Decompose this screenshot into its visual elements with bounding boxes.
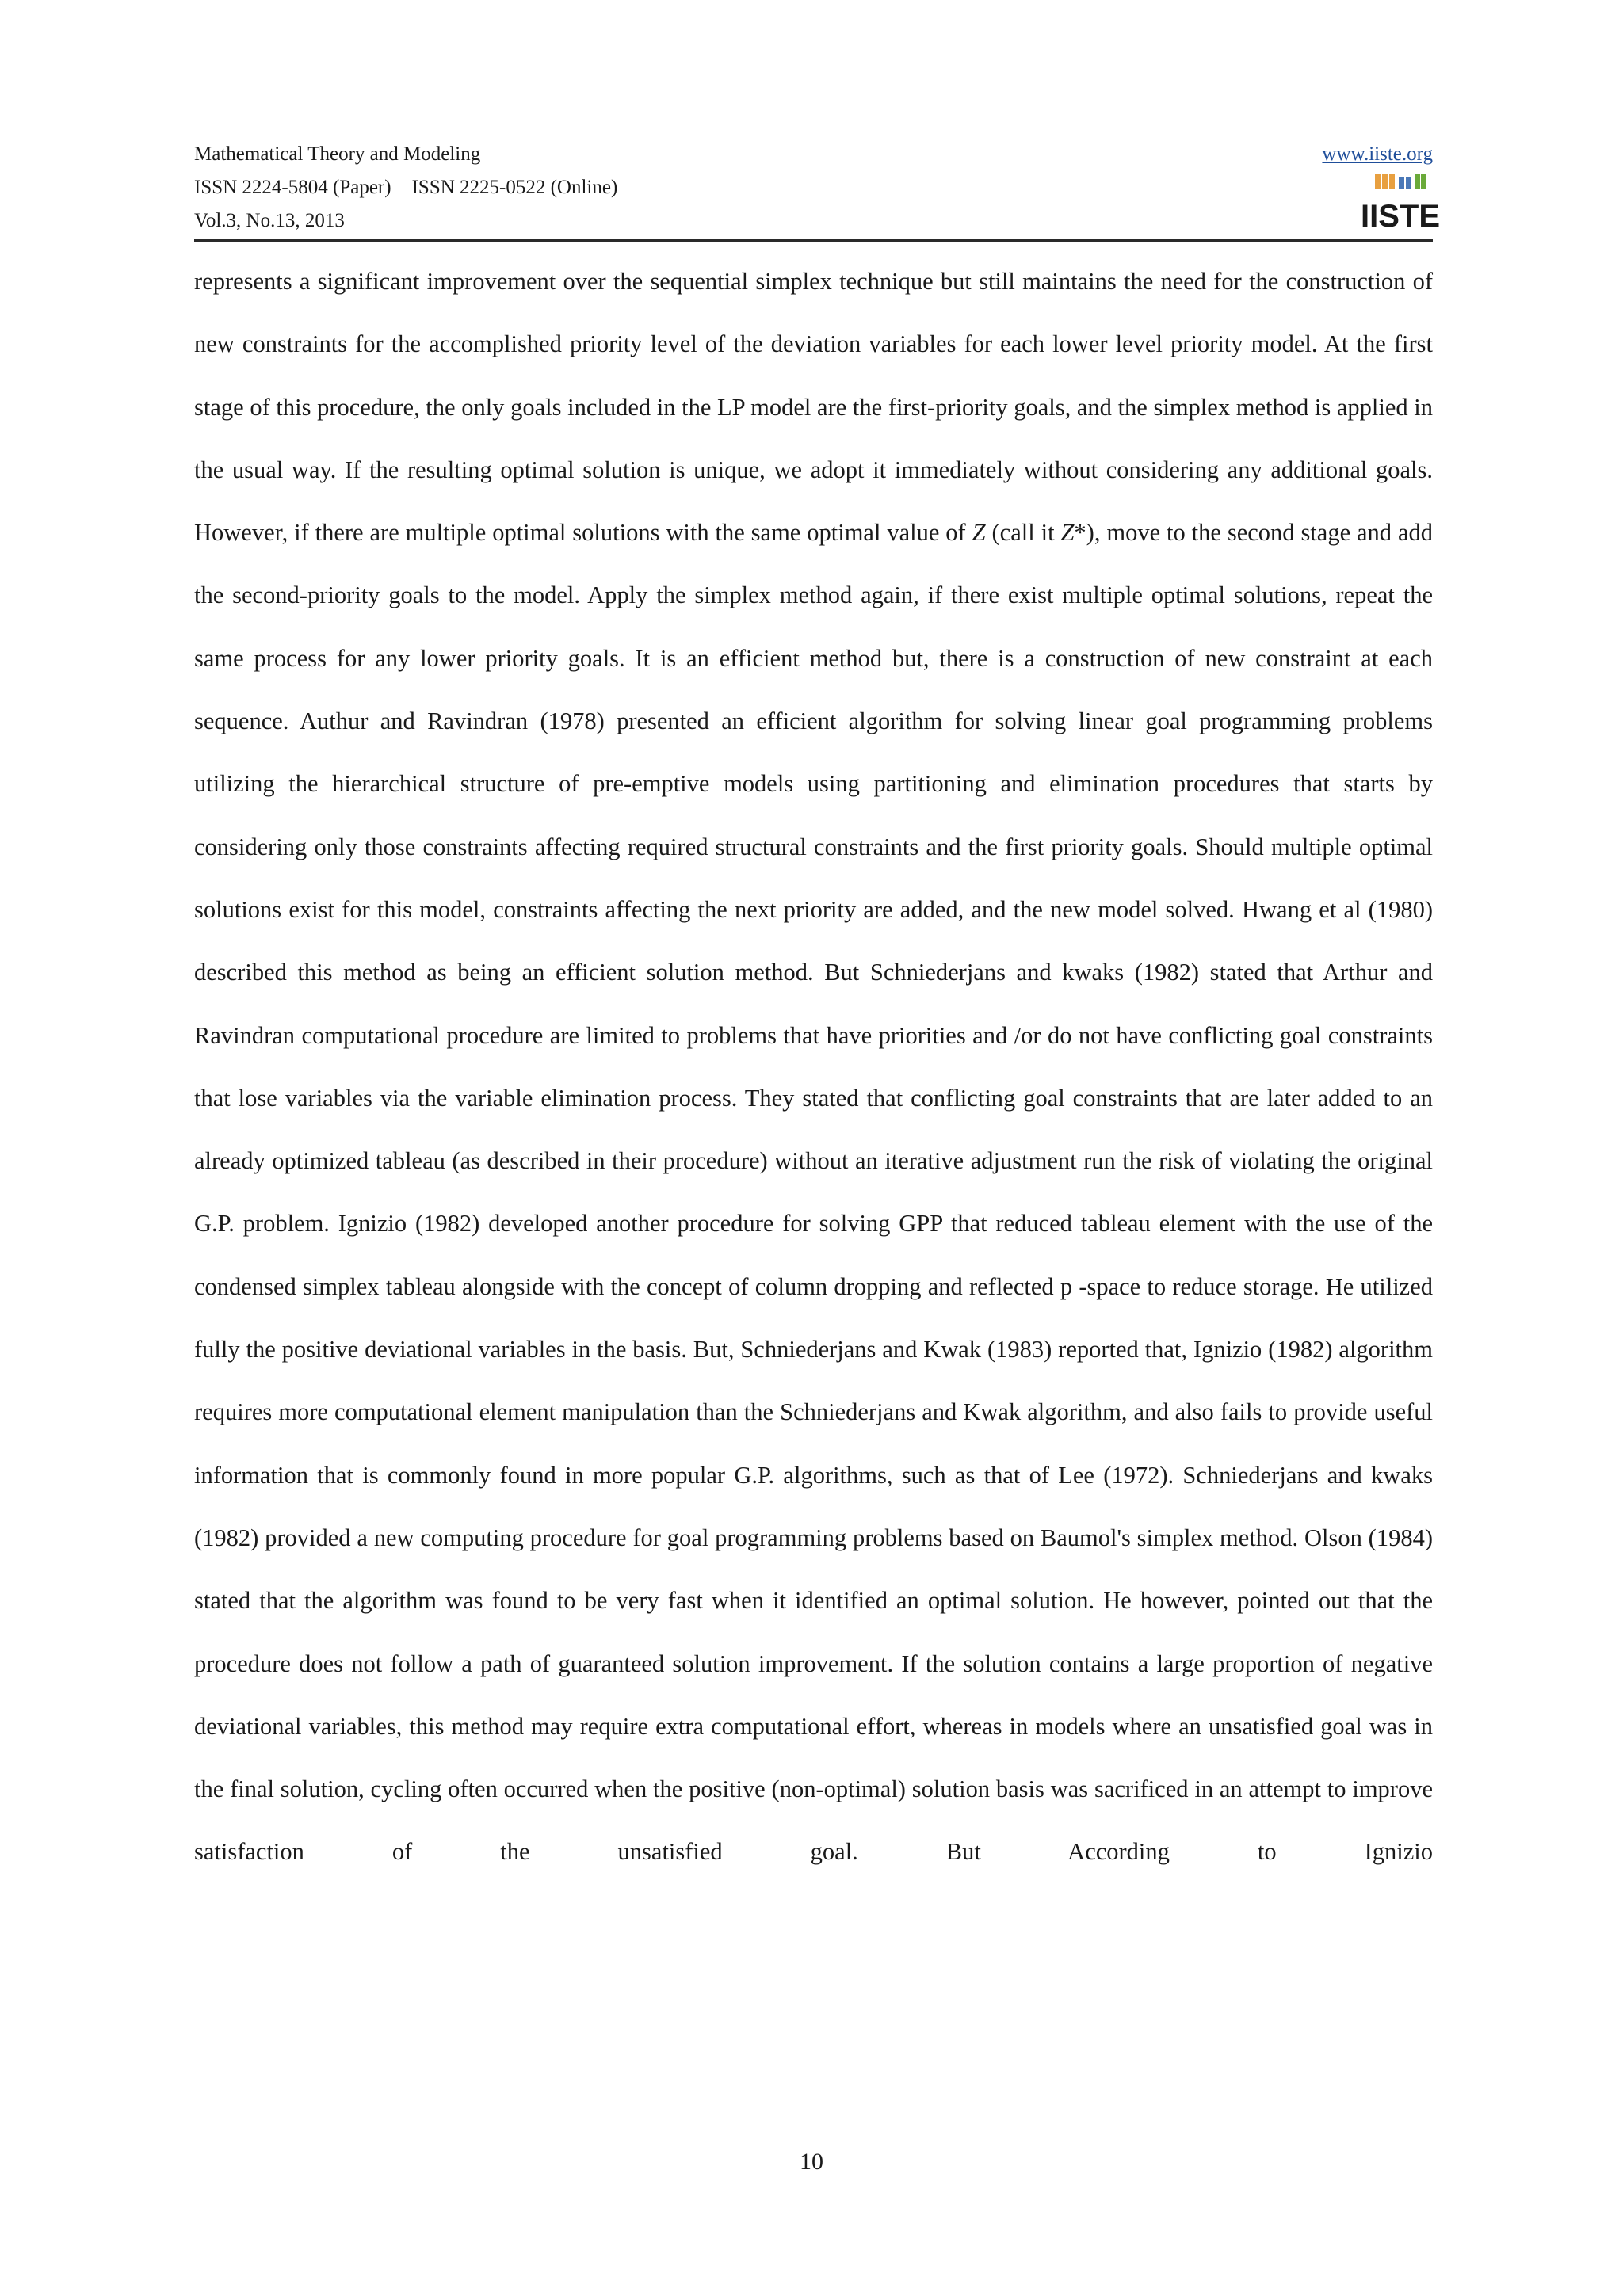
paragraph-text-2: (call it — [985, 519, 1061, 547]
header-right — [1322, 138, 1441, 234]
issn-line — [194, 171, 617, 204]
body-paragraph — [194, 250, 1433, 1884]
issn-print: ISSN 2224-5804 (Paper) — [194, 177, 391, 198]
journal-info — [194, 138, 617, 238]
paragraph-text-1: represents a significant improvement over the sequential simplex technique but still maintains the need for the construction of new constraints for the accomplished priority level of the deviation variables for each lower level priority model. At the first stage of this procedure, the only goals included in the LP model are the first-priority goals, and the simplex method is applied in the usual way. If the resulting optimal solution is unique, we adopt it immediately without considering any additional goals. However, if there are multiple optimal solutions with the same optimal value of — [194, 268, 1433, 547]
volume-info: Vol.3, No.13, 2013 — [194, 210, 345, 231]
issn-online: ISSN 2225-0522 (Online) — [411, 177, 618, 198]
page-header — [194, 135, 1441, 242]
paragraph-text-3: *), move to the second stage and add the second-priority goals to the model. Apply the simplex method again, if there exist multiple optimal solutions, repeat the same process for any lower priority goals. It is an efficient method but, there is a construction of new constraint at each sequence. Authur and Ravindran (1978) presented an efficient algorithm for solving linear goal programming problems utilizing the hierarchical structure of pre-emptive models using partitioning and elimination procedures that starts by considering only those constraints affecting required structural constraints and the first priority goals. Should multiple optimal solutions exist for this model, constraints affecting the next priority are added, and the new model solved. Hwang et al (1980) described this method as being an efficient solution method. But Schniederjans and kwaks (1982) stated that Arthur and Ravindran computational procedure are limited to problems that have priorities and /or do not have conflicting goal constraints that lose variables via the variable elimination process. They stated that conflicting goal constraints that are later added to an already optimized tableau (as described in their procedure) without an iterative adjustment run the risk of violating the original G.P. problem. Ignizio (1982) developed another procedure for solving GPP that reduced tableau element with the use of the condensed simplex tableau alongside with the concept of column dropping and reflected p -space to reduce storage. He utilized fully the positive deviational variables in the basis. But, Schniederjans and Kwak (1983) reported that, Ignizio (1982) algorithm requires more computational element manipulation than the Schniederjans and Kwak algorithm, and also fails to provide useful information that is commonly found in more popular G.P. algorithms, such as that of Lee (1972). Schniederjans and kwaks (1982) provided a new computing procedure for goal programming problems based on Baumol's simplex method. Olson (1984) stated that the algorithm was found to be very fast when it identified an optimal solution. He however, pointed out that the procedure does not follow a path of guaranteed solution improvement. If the solution contains a large proportion of negative deviational variables, this method may require extra computational effort, whereas in models where an unsatisfied goal was in the final solution, cycling often occurred when the positive (non-optimal) solution basis was sacrificed in an attempt to improve satisfaction of the unsatisfied goal. But According to Ignizio — [194, 519, 1433, 1866]
journal-title: Mathematical Theory and Modeling — [194, 143, 481, 165]
variable-z-star: Z — [1060, 519, 1075, 547]
website-link[interactable]: www.iiste.org — [1322, 143, 1433, 165]
page-number: 10 — [800, 2149, 823, 2175]
iiste-logo — [1360, 173, 1441, 234]
svg-text:IISTE: IISTE — [1360, 199, 1441, 234]
variable-z: Z — [972, 519, 986, 547]
